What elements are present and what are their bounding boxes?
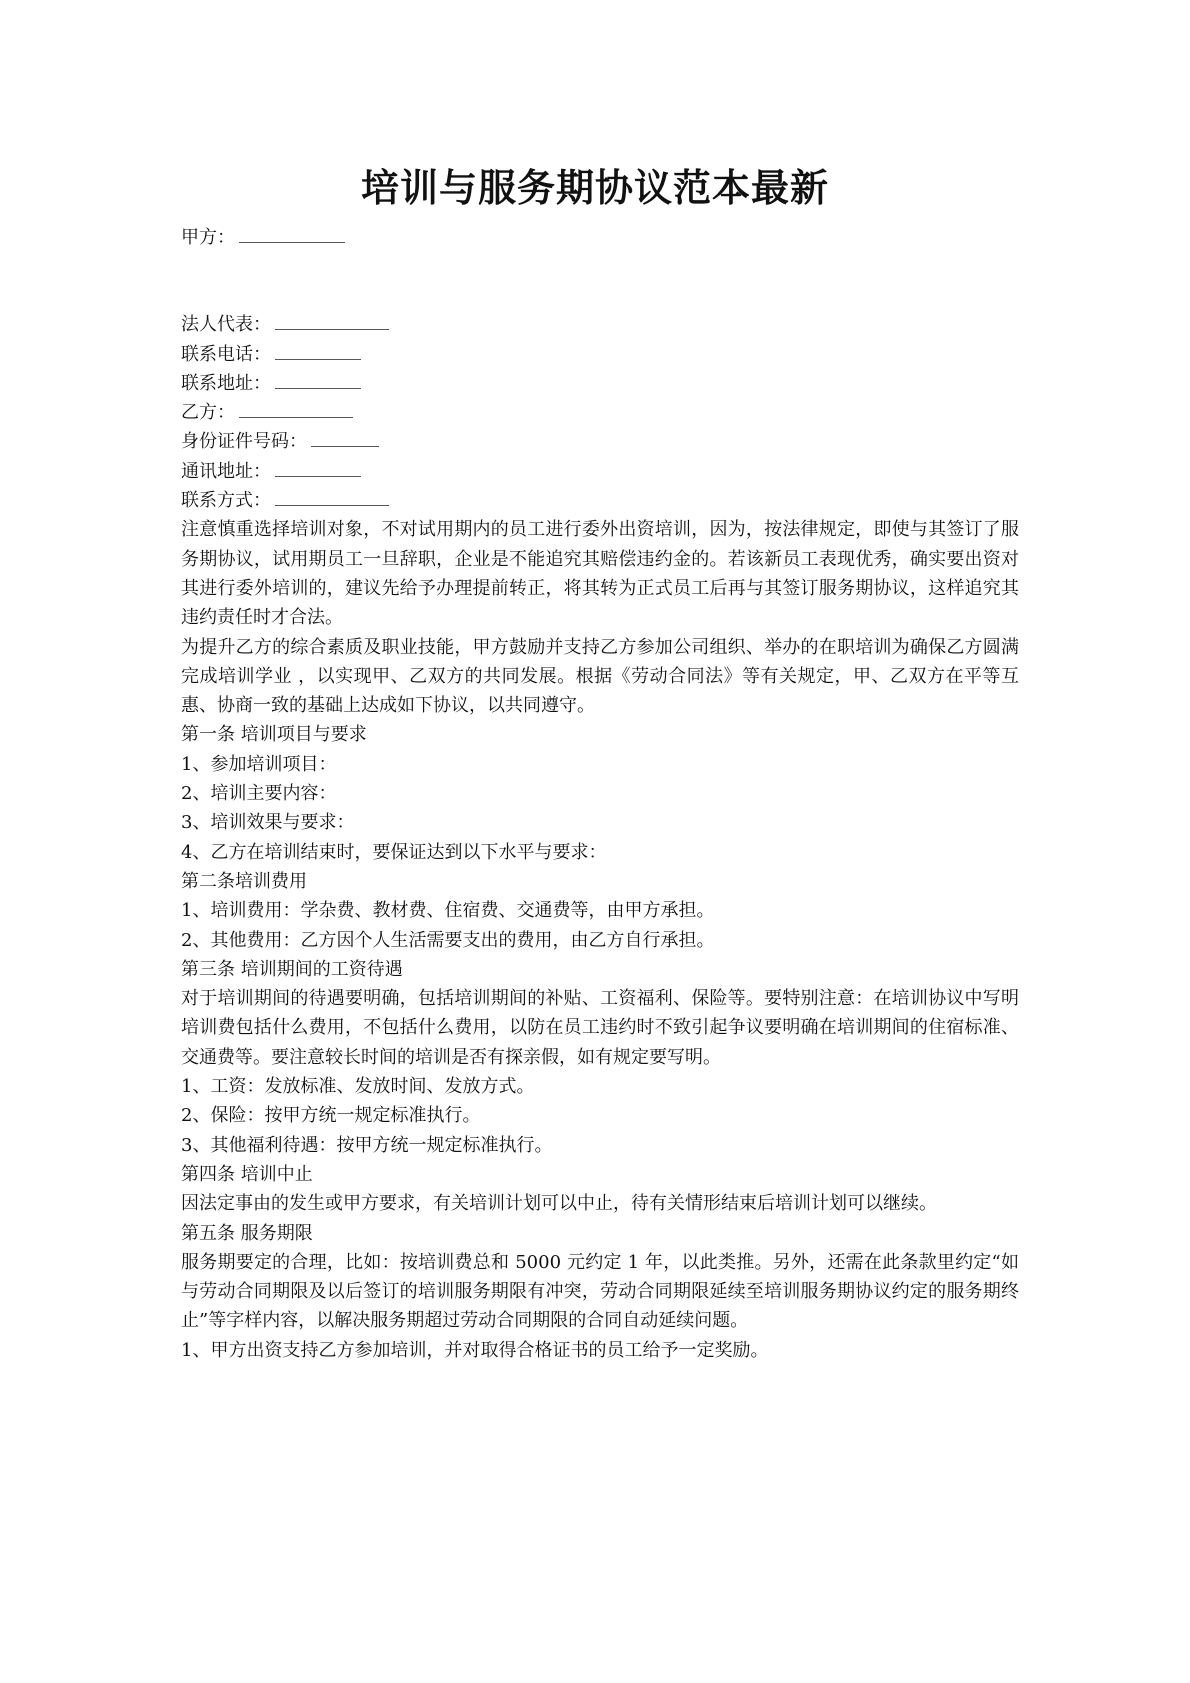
- field-id-number: [181, 427, 1019, 456]
- field-label: 联系方式：: [181, 490, 271, 512]
- document-title: 培训与服务期协议范本最新: [360, 166, 829, 210]
- field-legal-representative: [181, 310, 1019, 339]
- field-label: 联系电话：: [181, 343, 271, 365]
- article-1-heading: 第一条 培训项目与要求: [181, 724, 367, 746]
- field-label: 法人代表：: [181, 314, 271, 336]
- field-blank: [275, 372, 361, 389]
- spacer: [181, 252, 1019, 310]
- field-contact: [181, 486, 1019, 515]
- field-label: 身份证件号码：: [181, 431, 307, 453]
- article-3-item: 2、保险：按甲方统一规定标准执行。: [181, 1105, 481, 1127]
- article-3-item: 3、其他福利待遇：按甲方统一规定标准执行。: [181, 1134, 553, 1156]
- article-2-item: 1、培训费用：学杂费、教材费、住宿费、交通费等，由甲方承担。: [181, 900, 715, 922]
- article-1-item: 2、培训主要内容：: [181, 783, 337, 805]
- article-2-heading: 第二条培训费用: [181, 870, 307, 892]
- field-label: 通讯地址：: [181, 460, 271, 482]
- field-party-b: [181, 398, 1019, 427]
- article-3-item: 1、工资：发放标准、发放时间、发放方式。: [181, 1076, 535, 1098]
- intro-note: 注意慎重选择培训对象，不对试用期内的员工进行委外出资培训，因为，按法律规定，即使与其签订了服务期协议，试用期员工一旦辞职，企业是不能追究其赔偿违约金的。若该新员工表现优秀，确实要出资对其进行委外培训的，建议先给予办理提前转正，将其转为正式员工后再与其签订服务期协议，这样追究其违约责任时才合法。: [181, 519, 1019, 629]
- preamble: 为提升乙方的综合素质及职业技能，甲方鼓励并支持乙方参加公司组织、举办的在职培训为确保乙方圆满完成培训学业 ，以实现甲、乙双方的共同发展。根据《劳动合同法》等有关规定，甲、乙双方在平等互惠、协商一致的基础上达成如下协议，以共同遵守。: [181, 636, 1019, 717]
- field-phone: [181, 340, 1019, 369]
- field-blank: [311, 430, 379, 447]
- article-1-item: 3、培训效果与要求：: [181, 812, 355, 834]
- field-mailing-address: [181, 457, 1019, 486]
- article-5-item: 1、甲方出资支持乙方参加培训，并对取得合格证书的员工给予一定奖励。: [181, 1339, 769, 1361]
- article-2-item: 2、其他费用：乙方因个人生活需要支出的费用，由乙方自行承担。: [181, 929, 715, 951]
- article-3-heading: 第三条 培训期间的工资待遇: [181, 958, 403, 980]
- field-address: [181, 369, 1019, 398]
- article-4-text: 因法定事由的发生或甲方要求，有关培训计划可以中止，待有关情形结束后培训计划可以继续。: [181, 1193, 937, 1215]
- article-3-note: 对于培训期间的待遇要明确，包括培训期间的补贴、工资福利、保险等。要特别注意：在培训协议中写明培训费包括什么费用，不包括什么费用，以防在员工违约时不致引起争议要明确在培训期间的住宿标准、交通费等。要注意较长时间的培训是否有探亲假，如有规定要写明。: [181, 988, 1019, 1068]
- article-4-heading: 第四条 培训中止: [181, 1163, 313, 1185]
- field-blank: [275, 343, 361, 360]
- field-blank: [275, 313, 389, 330]
- field-blank: [275, 460, 361, 477]
- party-a-blank: [239, 226, 345, 243]
- document-body: [181, 223, 1019, 1365]
- article-5-heading: 第五条 服务期限: [181, 1222, 313, 1244]
- field-blank: [239, 401, 353, 418]
- article-5-note: 服务期要定的合理，比如：按培训费总和 5000 元约定 1 年，以此类推。另外，还需在此条款里约定“如与劳动合同期限及以后签订的培训服务期限有冲突，劳动合同期限延续至培训服务期协议约定的服务期终止”等字样内容，以解决服务期超过劳动合同期限的合同自动延续问题。: [181, 1251, 1019, 1332]
- party-a-line: [181, 223, 1019, 252]
- field-label: 乙方：: [181, 402, 235, 424]
- article-1-item: 1、参加培训项目：: [181, 753, 337, 775]
- field-blank: [275, 489, 389, 506]
- article-1-item: 4、乙方在培训结束时，要保证达到以下水平与要求：: [181, 841, 607, 863]
- field-label: 联系地址：: [181, 372, 271, 394]
- party-a-label: 甲方：: [181, 227, 235, 248]
